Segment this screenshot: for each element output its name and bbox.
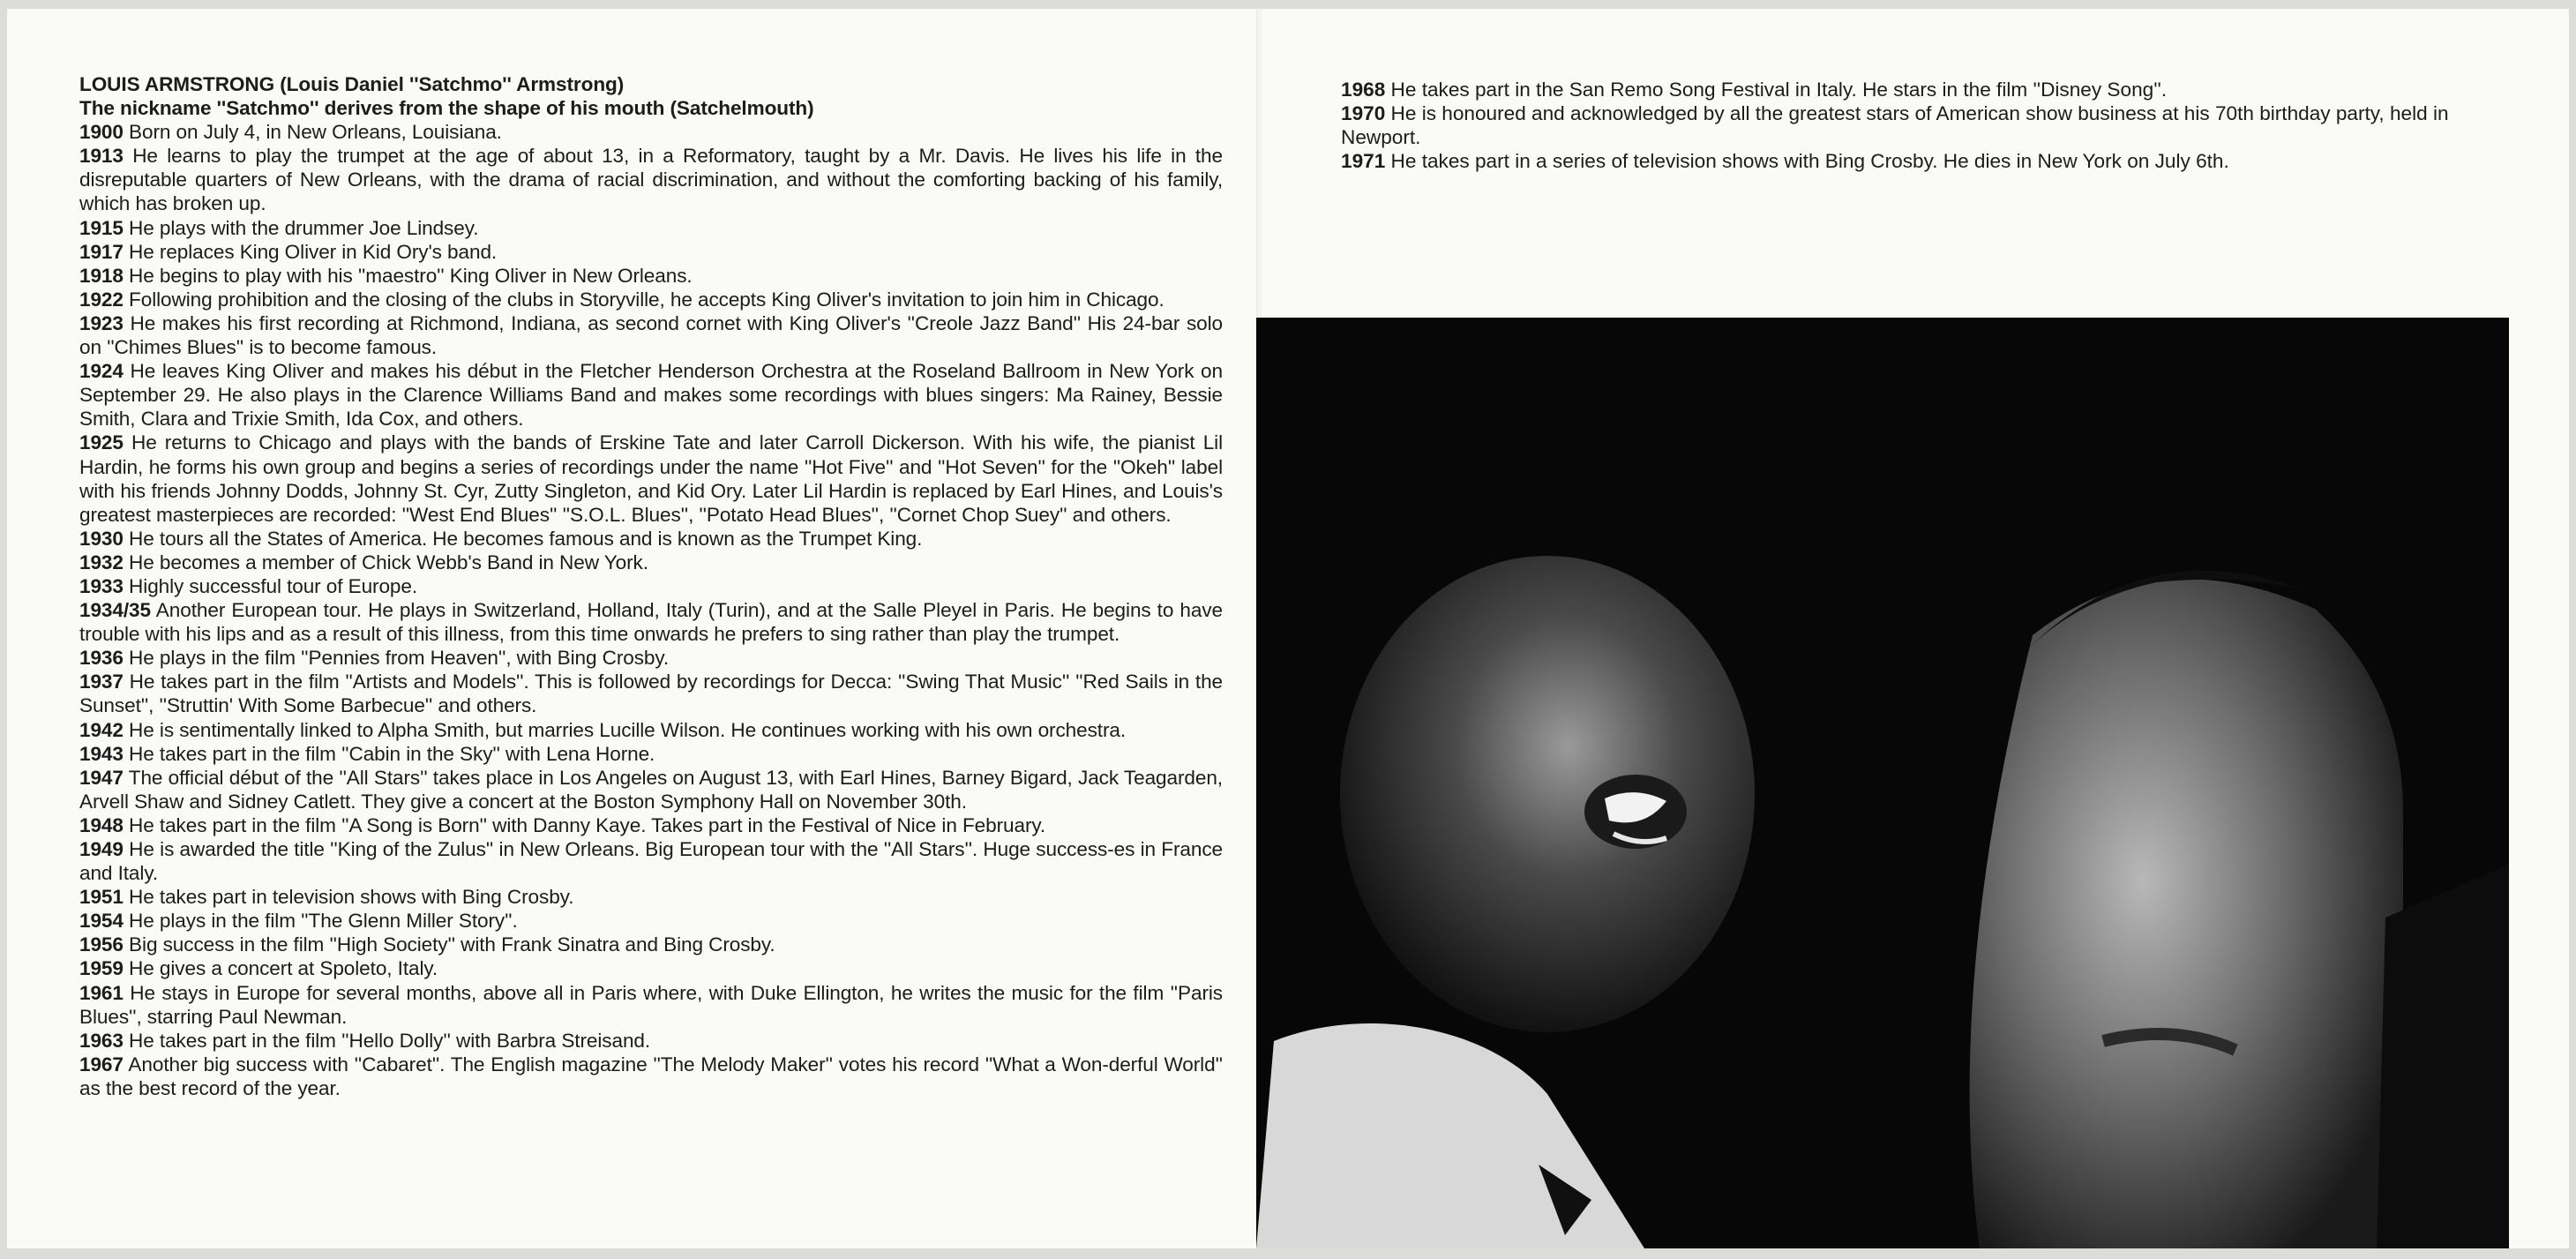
chronology-entry [79,1053,1223,1100]
entry-text: He learns to play the trumpet at the age of about 13, in a Reformatory, taught by a Mr. Davis. He lives his life in the disreputable quarters of New Orleans, with the drama of racial discrimination, and without the comforting backing of his family, which has broken up. [79,145,1223,215]
chronology-entry [79,574,1223,598]
chronology-entry [79,144,1223,215]
entry-year: 1943 [79,742,124,765]
entry-year: 1924 [79,360,124,383]
chronology-entry [79,981,1223,1029]
entry-text: He takes part in the San Remo Song Festival in Italy. He stars in the film ''Disney Song''. [1385,79,2168,101]
entry-text: Highly successful tour of Europe. [123,574,418,597]
entry-text: He plays in the film ''The Glenn Miller Story''. [123,910,518,933]
entry-year: 1937 [79,671,124,693]
chronology-entry [79,216,1223,240]
entry-year: 1918 [79,264,124,287]
bio-heading: LOUIS ARMSTRONG (Louis Daniel ''Satchmo'' Armstrong) [79,73,625,95]
entry-text: He takes part in television shows with Bing Crosby. [123,886,574,909]
chronology-entry [79,956,1223,980]
entry-year: 1968 [1341,79,1386,101]
chronology-entry [79,1029,1223,1053]
chronology-entry [79,933,1223,956]
chronology-entry [79,551,1223,574]
entry-text: He plays with the drummer Joe Lindsey. [123,216,479,239]
entry-text: He leaves King Oliver and makes his début in the Fletcher Henderson Orchestra at the Roseland Ballroom in New York on September 29. He also plays in the Clarence Williams Band and makes some recordings with blues singers: Ma Rainey, Bessie Smith, Clara and Trixie Smith, Ida Cox, and others. [79,360,1223,431]
entry-year: 1954 [79,910,124,933]
entry-year: 1930 [79,527,124,550]
chronology-entry [1341,78,2505,101]
entry-text: Another European tour. He plays in Switzerland, Holland, Italy (Turin), and at the Salle Pleyel in Paris. He begins to have trouble with his lips and as a result of this illness, from this time onwards he prefers to sing rather than play the trumpet. [79,599,1223,646]
entry-text: He begins to play with his ''maestro'' King Oliver in New Orleans. [123,264,693,287]
entry-year: 1947 [79,766,124,789]
entry-text: He replaces King Oliver in Kid Ory's band. [123,240,498,263]
entry-text: Another big success with ''Cabaret''. The English magazine ''The Melody Maker'' votes his record ''What a Won-derful World'' as the best record of the year. [79,1053,1223,1099]
entry-year: 1933 [79,574,124,597]
chronology-entry [79,240,1223,264]
entry-text: He becomes a member of Chick Webb's Band in New York. [123,551,648,573]
entry-year: 1967 [79,1053,124,1075]
chronology-entry [79,431,1223,526]
chronology-entry [79,718,1223,742]
entry-text: Big success in the film ''High Society'' with Frank Sinatra and Bing Crosby. [123,933,775,956]
entry-year: 1934/35 [79,599,151,622]
entry-text: He is honoured and acknowledged by all the greatest stars of American show business at his 70th birthday party, held in Newport. [1341,102,2449,149]
entry-text: He returns to Chicago and plays with the bands of Erskine Tate and later Carroll Dickerson. With his wife, the pianist Lil Hardin, he forms his own group and begins a series of recordings under the name ''Hot Five'' and ''Hot Seven'' for the ''Okeh'' label with his friends Johnny Dodds, Johnny St. Cyr, Zutty Singleton, and Kid Ory. Later Lil Hardin is replaced by Earl Hines, and Louis's greatest masterpieces are recorded: ''West End Blues'' ''S.O.L. Blues'', ''Potato Head Blues'', ''Cornet Chop Suey'' and others. [79,431,1223,526]
chronology-entry [79,766,1223,813]
entry-year: 1913 [79,145,124,168]
entry-year: 1942 [79,718,124,741]
chronology-entry [79,311,1223,359]
entry-text: He takes part in the film ''A Song is Born'' with Danny Kaye. Takes part in the Festival of Nice in February. [123,813,1046,836]
entry-text: He plays in the film ''Pennies from Heaven'', with Bing Crosby. [123,647,670,670]
chronology-entry [79,742,1223,766]
chronology-list [79,120,1223,1100]
entry-year: 1925 [79,431,124,454]
chronology-entry [1341,101,2505,149]
entry-year: 1900 [79,121,124,144]
entry-year: 1922 [79,288,124,311]
entry-year: 1917 [79,240,124,263]
entry-text: He is sentimentally linked to Alpha Smith, but marries Lucille Wilson. He continues working with his own orchestra. [123,718,1127,741]
biography-text [79,72,1223,1100]
entry-year: 1949 [79,838,124,860]
entry-text: The official début of the ''All Stars'' takes place in Los Angeles on August 13, with Earl Hines, Barney Bigard, Jack Teagarden, Arvell Shaw and Sidney Catlett. They give a concert at the Boston Symphony Hall on November 30th. [79,766,1223,813]
left-page [7,9,1258,1248]
chronology-entry [79,527,1223,551]
chronology-entry [79,813,1223,837]
entry-year: 1963 [79,1029,124,1052]
entry-text: He makes his first recording at Richmond, Indiana, as second cornet with King Oliver's ''Creole Jazz Band'' His 24-bar solo on ''Chimes Blues'' is to become famous. [79,311,1223,359]
bio-subheading: The nickname ''Satchmo'' derives from the shape of his mouth (Satchelmouth) [79,97,814,120]
entry-text: He takes part in a series of television shows with Bing Crosby. He dies in New York on July 6th. [1385,150,2229,173]
chronology-entry [79,598,1223,646]
entry-text: Born on July 4, in New Orleans, Louisiana. [123,121,502,144]
entry-year: 1959 [79,957,124,980]
chronology-entry [79,359,1223,431]
entry-year: 1951 [79,886,124,909]
entry-year: 1956 [79,933,124,956]
chronology-entry [79,264,1223,288]
entry-year: 1923 [79,311,124,334]
entry-year: 1961 [79,981,124,1004]
entry-text: He takes part in the film ''Artists and Models''. This is followed by recordings for Decca: ''Swing That Music'' ''Red Sails in the Sunset'', ''Struttin' With Some Barbecue'' and others. [79,671,1223,717]
chronology-entry [79,120,1223,144]
entry-year: 1936 [79,647,124,670]
chronology-entry [79,670,1223,717]
entry-year: 1932 [79,551,124,573]
entry-year: 1948 [79,813,124,836]
chronology-entry [79,909,1223,933]
entry-text: He is awarded the title ''King of the Zulus'' in New Orleans. Big European tour with the ''All Stars''. Huge success-es in France and Italy. [79,838,1223,885]
chronology-entry [79,646,1223,670]
entry-year: 1971 [1341,150,1386,173]
photograph-armstrong-ellington [1256,318,2509,1248]
entry-text: He takes part in the film ''Hello Dolly'' with Barbra Streisand. [123,1029,651,1052]
entry-text: He takes part in the film ''Cabin in the Sky'' with Lena Horne. [123,742,655,765]
entry-text: He stays in Europe for several months, above all in Paris where, with Duke Ellington, he writes the music for the film ''Paris Blues'', starring Paul Newman. [79,981,1223,1028]
entry-year: 1970 [1341,102,1386,125]
entry-text: Following prohibition and the closing of the clubs in Storyville, he accepts King Oliver's invitation to join him in Chicago. [123,288,1164,311]
entry-text: He gives a concert at Spoleto, Italy. [123,957,438,980]
entry-year: 1915 [79,216,124,239]
entry-text: He tours all the States of America. He becomes famous and is known as the Trumpet King. [123,527,923,550]
chronology-list-continued [1341,78,2505,173]
chronology-entry [1341,149,2505,173]
chronology-entry [79,288,1223,311]
chronology-entry [79,885,1223,909]
chronology-entry [79,837,1223,885]
